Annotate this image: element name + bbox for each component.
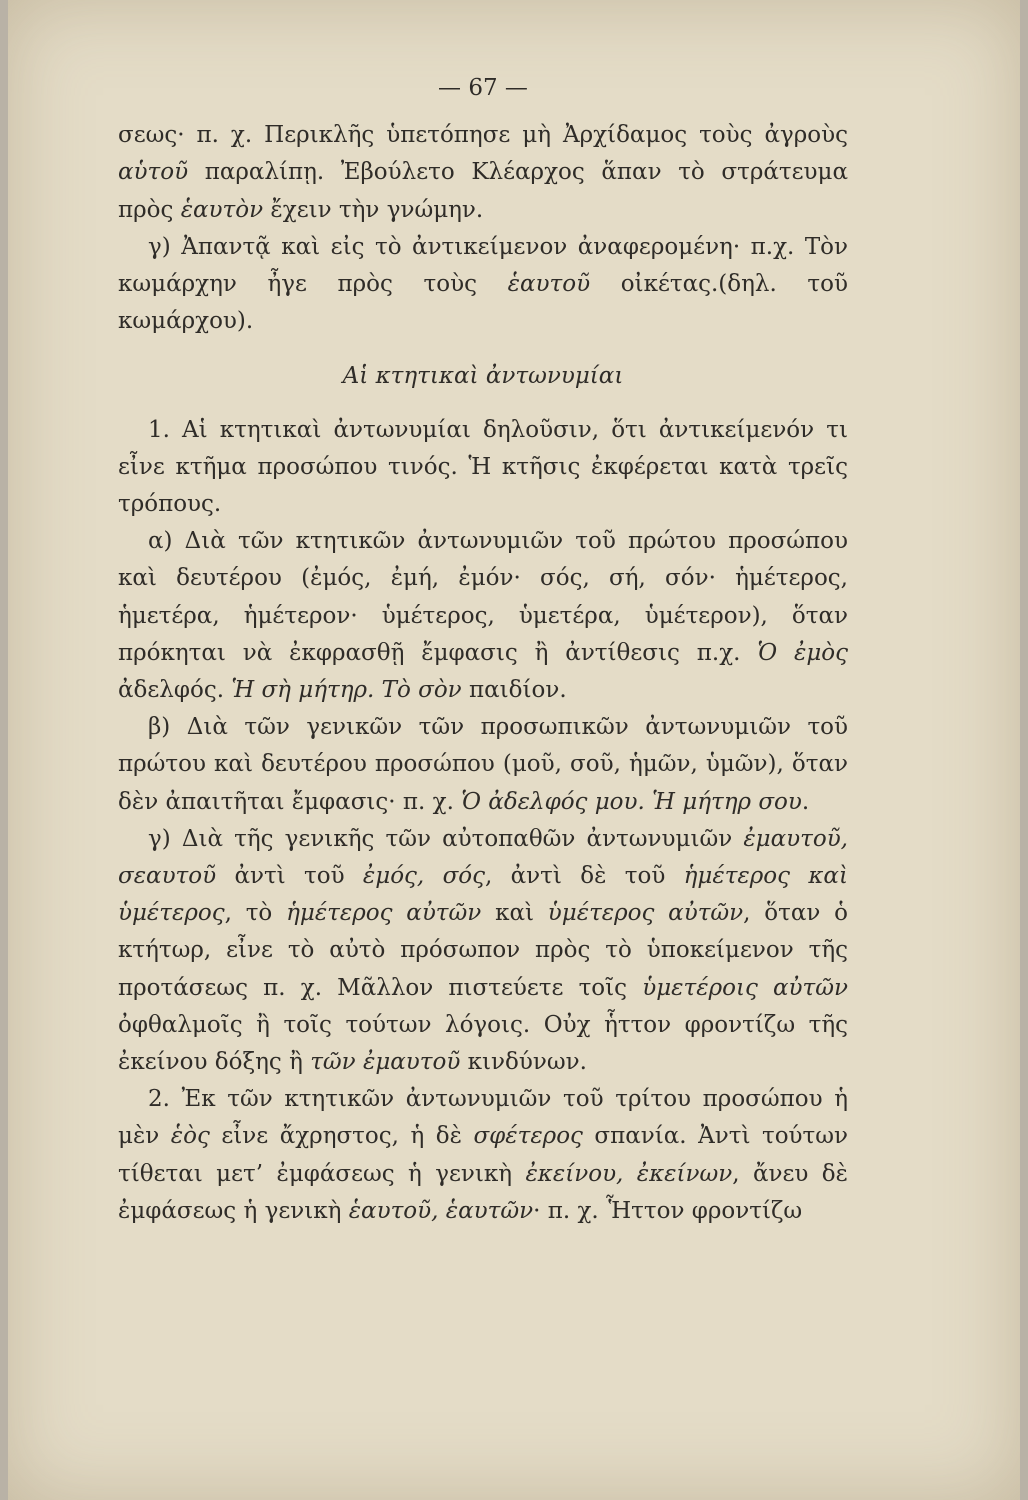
text-run: ἀντὶ τοῦ bbox=[216, 863, 363, 890]
text-run: σεως· π. χ. Περικλῆς ὑπετόπησε μὴ Ἀρχίδαμος τοὺς ἀγροὺς bbox=[118, 122, 848, 149]
text-run: , ὅταν ὁ κτήτωρ, εἶνε τὸ αὐτὸ πρόσωπον πρὸς τὸ ὑποκείμενον τῆς προτάσεως π. χ. Μᾶλλον πιστεύετε τοῖς bbox=[118, 900, 849, 1001]
paragraph-beta bbox=[118, 709, 848, 821]
paragraph-gamma bbox=[118, 821, 848, 1081]
italic-term: τῶν ἐμαυτοῦ bbox=[310, 1049, 461, 1076]
paragraph-1 bbox=[118, 412, 848, 524]
text-run: παραλίπῃ. Ἐβούλετο Κλέαρχος ἅπαν τὸ στράτευμα πρὸς bbox=[118, 159, 848, 223]
text-run: 1. Αἱ κτητικαὶ ἀντωνυμίαι δηλοῦσιν, ὅτι ἀντικείμενόν τι εἶνε κτῆμα προσώπου τινός. Ἡ κτῆσις ἐκφέρεται κατὰ τρεῖς τρόπους. bbox=[118, 416, 848, 518]
text-run: β) Διὰ τῶν γενικῶν τῶν προσωπικῶν ἀντωνυμιῶν τοῦ πρώτου καὶ δευτέρου προσώπου (μοῦ, σοῦ, ἡμῶν, ὑμῶν), ὅταν δὲν ἀπαιτῆται ἔμφασις· π. χ. bbox=[118, 714, 848, 815]
text-run: ἔχειν τὴν γνώμην. bbox=[263, 196, 484, 223]
text-run: , ἀντὶ δὲ τοῦ bbox=[485, 863, 684, 890]
book-page bbox=[8, 0, 1020, 1500]
italic-term: ἐμαυτοῦ, σεαυτοῦ bbox=[118, 825, 848, 890]
text-run: ὀφθαλμοῖς ἢ τοῖς τούτων λόγοις. Οὐχ ἧττον φροντίζω τῆς ἐκείνου δόξης ἢ bbox=[118, 1011, 848, 1076]
text-run: παιδίον. bbox=[461, 677, 567, 704]
italic-term: Ἡ σὴ μήτηρ. Τὸ σὸν bbox=[231, 677, 462, 704]
text-run: εἶνε ἄχρηστος, ἡ δὲ bbox=[209, 1123, 474, 1150]
text-run: , ἄνευ δὲ ἐμφάσεως ἡ γενικὴ bbox=[118, 1160, 848, 1224]
page-number: — 67 — bbox=[438, 75, 528, 101]
text-run: α) Διὰ τῶν κτητικῶν ἀντωνυμιῶν τοῦ πρώτου προσώπου καὶ δευτέρου (ἐμός, ἐμή, ἐμόν· σός, σή, σόν· ἡμέτερος, ἡμετέρα, ἡμέτερον· ὑμέτερος, ὑμετέρα, ὑμέτερον), ὅταν πρόκηται νὰ ἐκφρασθῇ ἔμφασις ἢ ἀντίθεσις π.χ. bbox=[118, 528, 848, 666]
text-run: ἀδελφός. bbox=[118, 677, 232, 704]
section-heading: Αἱ κτητικαὶ ἀντωνυμίαι bbox=[342, 363, 624, 390]
text-run: γ) Ἀπαντᾷ καὶ εἰς τὸ ἀντικείμενον ἀναφερομένη· π.χ. Τὸν κωμάρχην ἦγε πρὸς τοὺς bbox=[118, 233, 848, 298]
paragraph-gamma-object bbox=[118, 229, 848, 341]
italic-term: ἡμέτερος αὐτῶν bbox=[286, 900, 482, 927]
italic-term: ὑμέτερος αὐτῶν bbox=[547, 900, 744, 927]
italic-term: ἑαυτοῦ, ἑαυτῶν bbox=[348, 1197, 534, 1224]
text-run: 2. Ἐκ τῶν κτητικῶν ἀντωνυμιῶν τοῦ τρίτου προσώπου ἡ μὲν bbox=[118, 1086, 848, 1150]
text-run: σπανία. Ἀντὶ τούτων τίθεται μετ’ ἐμφάσεως ἡ γενικὴ bbox=[118, 1123, 848, 1187]
text-run: οἰκέτας.(δηλ. τοῦ κωμάρχου). bbox=[118, 271, 848, 335]
italic-term: ἐκείνου, ἐκείνων bbox=[525, 1160, 733, 1187]
text-run: καὶ bbox=[481, 900, 548, 927]
italic-term: ἐμός, σός bbox=[362, 863, 485, 890]
italic-term: ἑαυτὸν bbox=[180, 196, 264, 223]
italic-term: Ὁ ἀδελφός μου. Ἡ μήτηρ σου bbox=[461, 788, 802, 815]
paragraph-2 bbox=[118, 1081, 848, 1230]
italic-term: ὑμετέροις αὐτῶν bbox=[642, 974, 848, 1001]
page-text bbox=[118, 70, 848, 1230]
italic-term: σφέτερος bbox=[473, 1123, 583, 1150]
text-run: . bbox=[801, 788, 810, 815]
italic-term: ἡμέτερος καὶ ὑμέτερος bbox=[118, 863, 848, 927]
text-run: , τὸ bbox=[224, 900, 287, 927]
italic-term: ἑὸς bbox=[170, 1123, 210, 1150]
italic-term: Ὁ ἐμὸς bbox=[757, 639, 848, 666]
paragraph-alpha bbox=[118, 523, 848, 709]
text-run: · π. χ. Ἧττον φροντίζω bbox=[533, 1197, 803, 1224]
text-run: κινδύνων. bbox=[460, 1049, 587, 1076]
italic-term: αὑτοῦ bbox=[118, 159, 189, 186]
italic-term: ἑαυτοῦ bbox=[507, 271, 591, 298]
paragraph-continuation bbox=[118, 117, 848, 229]
text-run: γ) Διὰ τῆς γενικῆς τῶν αὐτοπαθῶν ἀντωνυμιῶν bbox=[148, 825, 744, 852]
